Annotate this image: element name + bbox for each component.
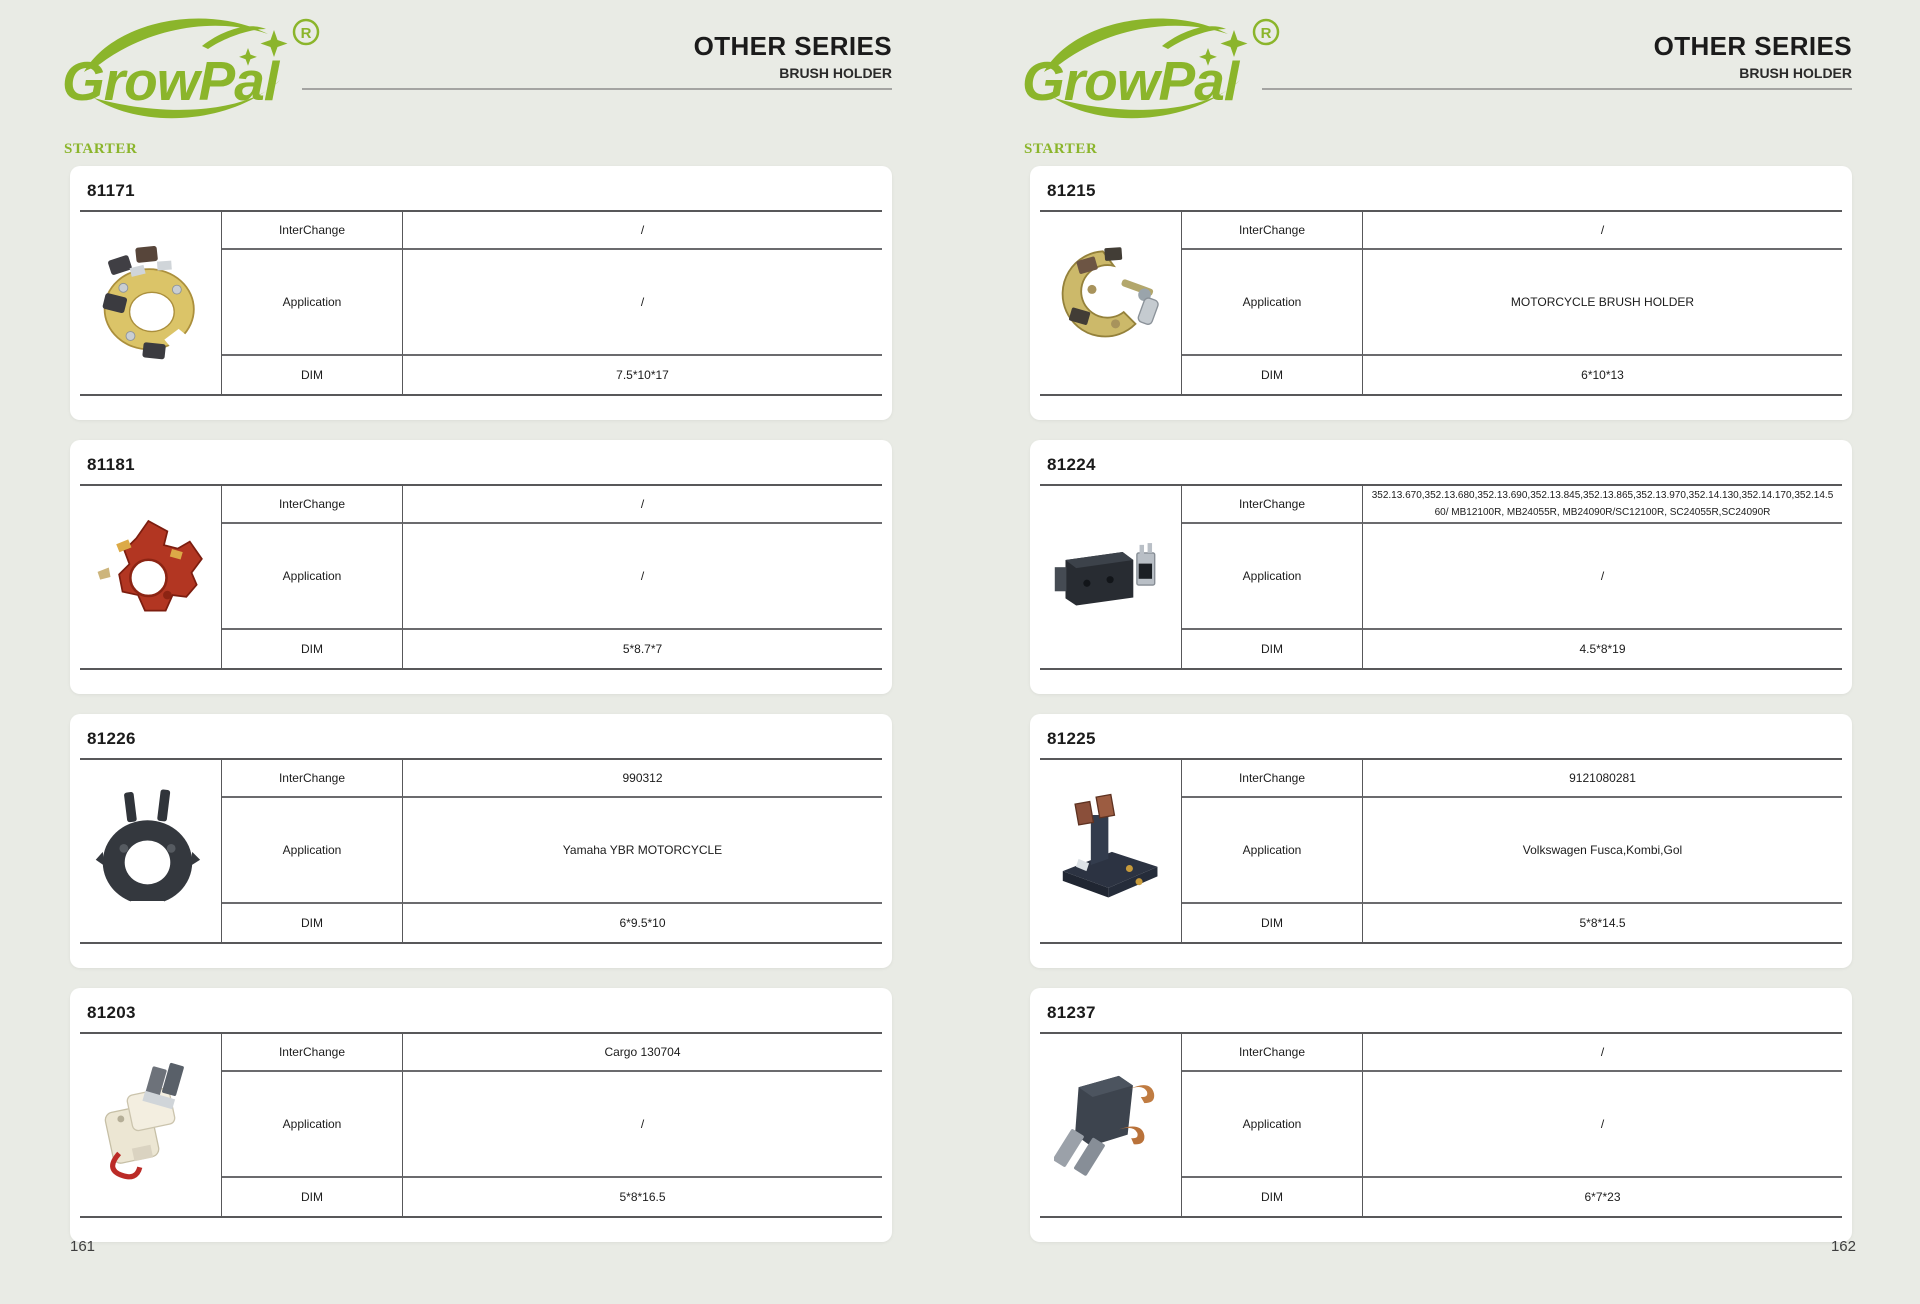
- series-header: [694, 32, 892, 81]
- page-number: 162: [1830, 1238, 1856, 1255]
- application-label: Application: [222, 250, 403, 356]
- dim-label: DIM: [222, 1178, 403, 1216]
- interchange-label: InterChange: [1182, 212, 1363, 250]
- dim-value: 6*10*13: [1581, 368, 1624, 382]
- application-value: Volkswagen Fusca,Kombi,Gol: [1363, 798, 1842, 904]
- product-card-81226: [70, 714, 892, 968]
- product-card-81203: [70, 988, 892, 1242]
- product-image: [1040, 1034, 1182, 1216]
- series-subtitle: BRUSH HOLDER: [779, 64, 892, 81]
- product-image: [80, 760, 222, 942]
- application-value: /: [1363, 1072, 1842, 1178]
- header-rule: [1262, 88, 1852, 90]
- dim-value: 5*8.7*7: [622, 642, 663, 656]
- spec-table: [1040, 758, 1842, 944]
- product-card-81215: [1030, 166, 1852, 420]
- spec-table: [80, 484, 882, 670]
- page-right: [960, 0, 1920, 1304]
- dim-label: DIM: [222, 630, 403, 668]
- interchange-label: InterChange: [222, 212, 403, 250]
- interchange-value: 352.13.670,352.13.680,352.13.690,352.13.845,352.13.865,352.13.970,352.14.130,352.14.170,352.14.560/ MB12100R, MB24055R, MB24090R/SC12100R, SC24055R,SC24090R: [1363, 486, 1842, 524]
- interchange-label: InterChange: [222, 486, 403, 524]
- product-code: 81224: [1047, 455, 1096, 474]
- spec-table: [1040, 210, 1842, 396]
- product-image: [80, 486, 222, 668]
- product-card-81237: [1030, 988, 1852, 1242]
- application-value: /: [403, 524, 882, 630]
- product-code: 81226: [87, 729, 136, 748]
- series-header: [1654, 32, 1852, 81]
- dim-value: 5*8*14.5: [1579, 916, 1626, 930]
- application-label: Application: [222, 1072, 403, 1178]
- section-label-starter: STARTER: [64, 141, 138, 157]
- dim-label: DIM: [1182, 904, 1363, 942]
- series-title: OTHER SERIES: [693, 31, 892, 61]
- series-subtitle: BRUSH HOLDER: [1739, 64, 1852, 81]
- interchange-label: InterChange: [222, 760, 403, 798]
- growpal-logo: [1012, 10, 1292, 122]
- dim-label: DIM: [222, 356, 403, 394]
- application-label: Application: [1182, 250, 1363, 356]
- interchange-value: 9121080281: [1363, 760, 1842, 798]
- spec-table: [1040, 1032, 1842, 1218]
- interchange-label: InterChange: [1182, 1034, 1363, 1072]
- application-value: /: [403, 250, 882, 356]
- application-value: Yamaha YBR MOTORCYCLE: [403, 798, 882, 904]
- product-card-81225: [1030, 714, 1852, 968]
- product-code: 81181: [87, 455, 135, 474]
- product-image: [1040, 486, 1182, 668]
- product-card-81171: [70, 166, 892, 420]
- product-code: 81225: [1047, 729, 1096, 748]
- interchange-label: InterChange: [1182, 760, 1363, 798]
- interchange-value: Cargo 130704: [403, 1034, 882, 1072]
- growpal-logo: [52, 10, 332, 122]
- dim-value: 5*8*16.5: [619, 1190, 666, 1204]
- dim-label: DIM: [222, 904, 403, 942]
- dim-value: 6*7*23: [1584, 1190, 1621, 1204]
- application-label: Application: [222, 524, 403, 630]
- product-image: [80, 1034, 222, 1216]
- registered-mark: R: [300, 25, 312, 42]
- dim-label: DIM: [1182, 1178, 1363, 1216]
- product-image: [1040, 212, 1182, 394]
- spec-table: [80, 210, 882, 396]
- spec-table: [80, 758, 882, 944]
- application-value: /: [1363, 524, 1842, 630]
- page-number: 161: [70, 1238, 96, 1255]
- application-label: Application: [1182, 524, 1363, 630]
- application-label: Application: [222, 798, 403, 904]
- product-card-81224: [1030, 440, 1852, 694]
- spec-table: [80, 1032, 882, 1218]
- brand-name: GrowPal: [62, 50, 279, 112]
- dim-value: 7.5*10*17: [616, 368, 669, 382]
- spec-table: [1040, 484, 1842, 670]
- product-image: [80, 212, 222, 394]
- interchange-value: /: [403, 212, 882, 250]
- brand-name: GrowPal: [1022, 50, 1239, 112]
- section-label-starter: STARTER: [1024, 141, 1098, 157]
- application-label: Application: [1182, 1072, 1363, 1178]
- registered-mark: R: [1260, 25, 1272, 42]
- product-code: 81215: [1047, 181, 1096, 200]
- product-code: 81237: [1047, 1003, 1096, 1022]
- interchange-value: /: [1363, 212, 1842, 250]
- product-list: [70, 166, 892, 1242]
- product-code: 81203: [87, 1003, 136, 1022]
- dim-label: DIM: [1182, 630, 1363, 668]
- product-code: 81171: [87, 181, 135, 200]
- interchange-label: InterChange: [222, 1034, 403, 1072]
- interchange-value: /: [403, 486, 882, 524]
- dim-label: DIM: [1182, 356, 1363, 394]
- interchange-value: 990312: [403, 760, 882, 798]
- application-label: Application: [1182, 798, 1363, 904]
- product-card-81181: [70, 440, 892, 694]
- interchange-label: InterChange: [1182, 486, 1363, 524]
- interchange-value: /: [1363, 1034, 1842, 1072]
- application-value: /: [403, 1072, 882, 1178]
- product-list: [1030, 166, 1852, 1242]
- product-image: [1040, 760, 1182, 942]
- header-rule: [302, 88, 892, 90]
- dim-value: 4.5*8*19: [1579, 642, 1626, 656]
- dim-value: 6*9.5*10: [619, 916, 666, 930]
- series-title: OTHER SERIES: [1653, 31, 1852, 61]
- application-value: MOTORCYCLE BRUSH HOLDER: [1363, 250, 1842, 356]
